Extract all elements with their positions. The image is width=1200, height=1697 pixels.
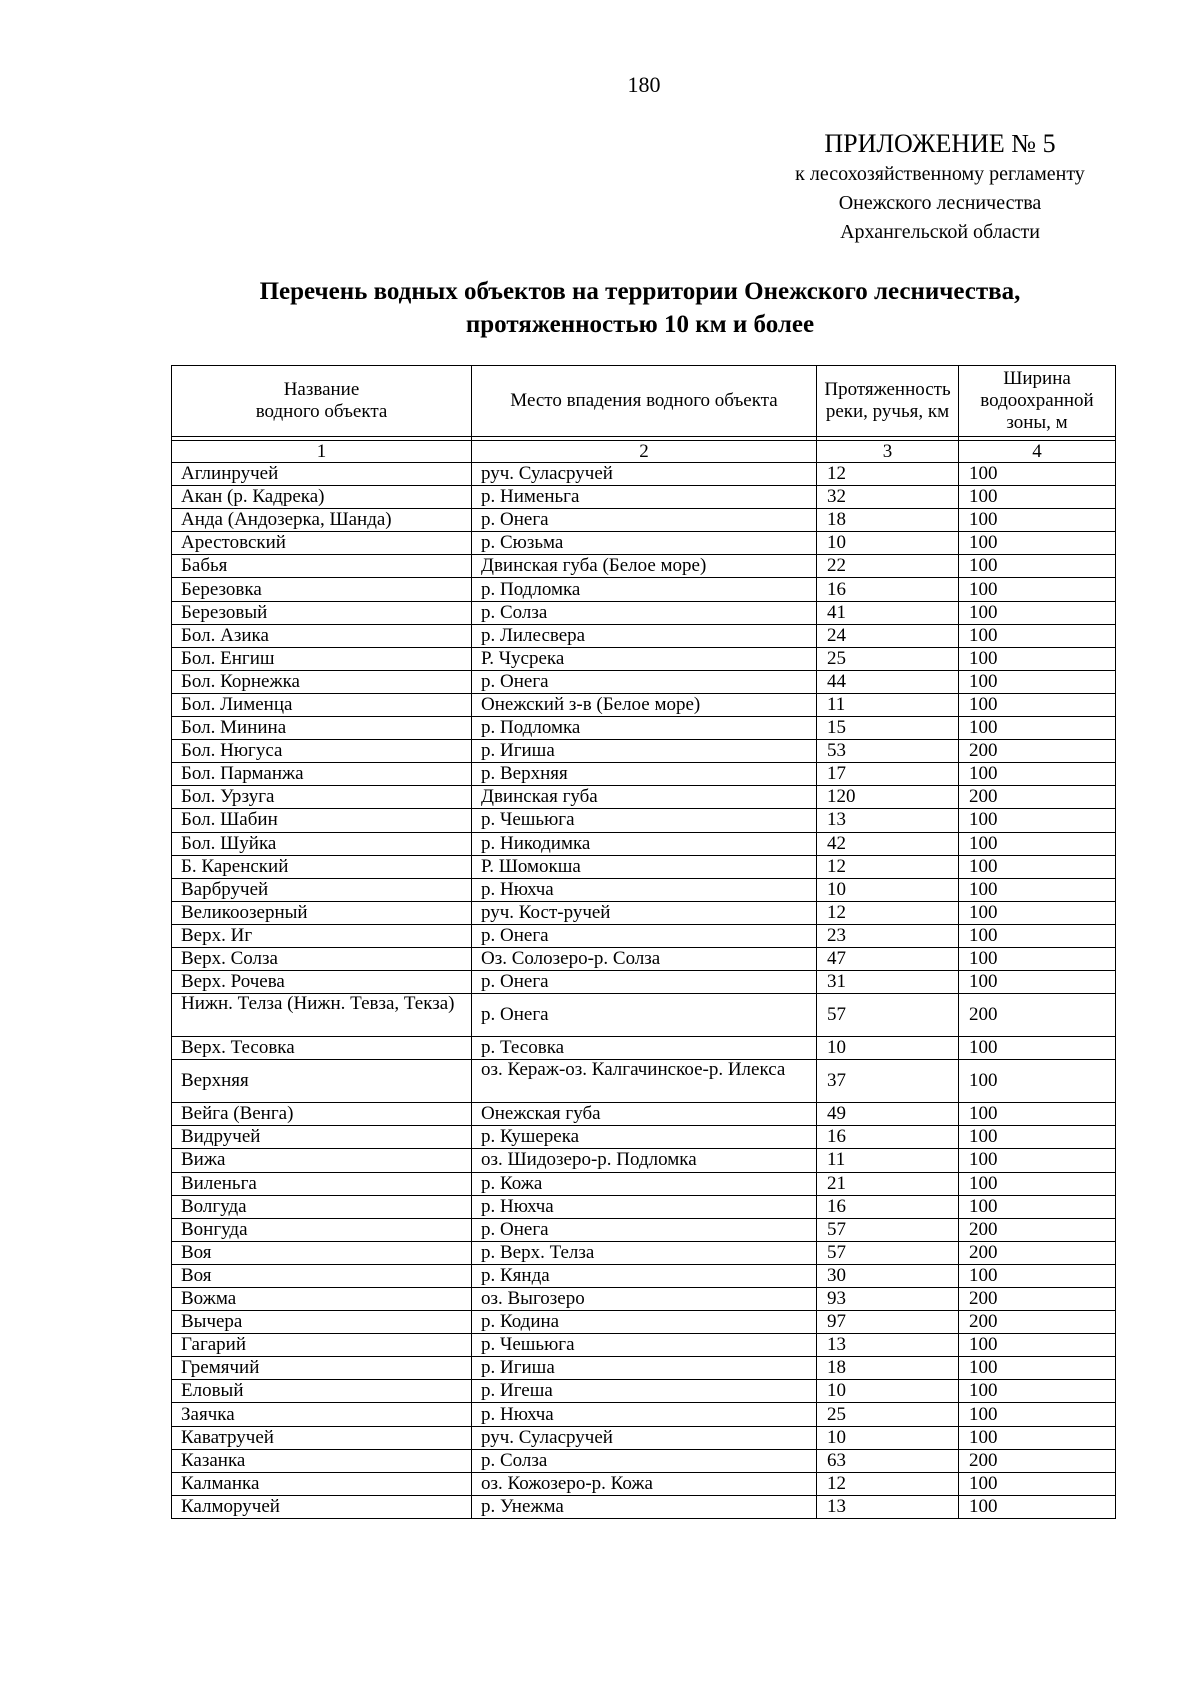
cell-name: Воя <box>172 1241 472 1264</box>
table-row <box>172 878 1116 901</box>
cell-name: Арестовский <box>172 532 472 555</box>
cell-length: 10 <box>817 532 959 555</box>
document-title <box>170 275 1110 341</box>
cell-width: 200 <box>959 1218 1116 1241</box>
cell-width: 100 <box>959 924 1116 947</box>
cell-name: Бол. Парманжа <box>172 763 472 786</box>
table-row <box>172 717 1116 740</box>
cell-width: 100 <box>959 1380 1116 1403</box>
cell-length: 12 <box>817 855 959 878</box>
column-number: 1 <box>172 441 472 463</box>
cell-name: Бол. Урзуга <box>172 786 472 809</box>
cell-mouth: р. Тесовка <box>472 1037 817 1060</box>
cell-name: Бол. Шуйка <box>172 832 472 855</box>
table-row <box>172 1060 1116 1103</box>
cell-width: 200 <box>959 994 1116 1037</box>
cell-mouth: р. Чешьюга <box>472 809 817 832</box>
cell-mouth: р. Игеша <box>472 1380 817 1403</box>
cell-mouth: р. Онега <box>472 971 817 994</box>
header-mouth <box>472 366 817 437</box>
cell-name: Вычера <box>172 1311 472 1334</box>
header-length <box>817 366 959 437</box>
cell-mouth: Онежский з-в (Белое море) <box>472 693 817 716</box>
cell-width: 100 <box>959 1060 1116 1103</box>
cell-name: Еловый <box>172 1380 472 1403</box>
cell-name: Акан (р. Кадрека) <box>172 486 472 509</box>
cell-length: 12 <box>817 463 959 486</box>
appendix-line-2: Онежского лесничества <box>838 192 1042 214</box>
table-row <box>172 486 1116 509</box>
table-row <box>172 786 1116 809</box>
table-row <box>172 1195 1116 1218</box>
cell-length: 57 <box>817 1241 959 1264</box>
cell-width: 100 <box>959 601 1116 624</box>
cell-name: Каватручей <box>172 1426 472 1449</box>
cell-mouth: р. Сюзьма <box>472 532 817 555</box>
cell-mouth: р. Солза <box>472 601 817 624</box>
cell-length: 12 <box>817 901 959 924</box>
cell-width: 100 <box>959 1149 1116 1172</box>
header-width-line-2: водоохранной <box>980 390 1094 411</box>
cell-name: Бол. Шабин <box>172 809 472 832</box>
cell-length: 18 <box>817 1357 959 1380</box>
cell-length: 18 <box>817 509 959 532</box>
cell-name: Верх. Солза <box>172 947 472 970</box>
cell-width: 100 <box>959 717 1116 740</box>
cell-length: 10 <box>817 1380 959 1403</box>
cell-length: 42 <box>817 832 959 855</box>
cell-width: 100 <box>959 1172 1116 1195</box>
cell-name: Бол. Азика <box>172 624 472 647</box>
cell-length: 120 <box>817 786 959 809</box>
cell-mouth: р. Верхняя <box>472 763 817 786</box>
table-row <box>172 994 1116 1037</box>
appendix-block <box>740 128 1140 247</box>
cell-mouth: р. Кожа <box>472 1172 817 1195</box>
cell-mouth: р. Онега <box>472 994 817 1037</box>
table-row <box>172 601 1116 624</box>
table-row <box>172 463 1116 486</box>
header-name-line-1: Название <box>283 379 360 400</box>
cell-length: 32 <box>817 486 959 509</box>
cell-name: Бол. Нюгуса <box>172 740 472 763</box>
table-row <box>172 1037 1116 1060</box>
table-row <box>172 901 1116 924</box>
table-row <box>172 1357 1116 1380</box>
cell-length: 49 <box>817 1103 959 1126</box>
appendix-title: ПРИЛОЖЕНИЕ № 5 <box>824 129 1056 158</box>
cell-name: Березовый <box>172 601 472 624</box>
table-row <box>172 693 1116 716</box>
cell-width: 100 <box>959 1103 1116 1126</box>
cell-width: 100 <box>959 1472 1116 1495</box>
cell-length: 57 <box>817 994 959 1037</box>
cell-width: 100 <box>959 1403 1116 1426</box>
document-title-line-1: Перечень водных объектов на территории Онежского лесничества, <box>259 278 1021 305</box>
cell-mouth: оз. Кожозеро-р. Кожа <box>472 1472 817 1495</box>
cell-mouth: оз. Кераж-оз. Калгачинское-р. Илекса <box>472 1060 817 1103</box>
cell-mouth: руч. Кост-ручей <box>472 901 817 924</box>
table-row <box>172 809 1116 832</box>
header-width-line-3: зоны, м <box>1006 412 1068 433</box>
cell-mouth: руч. Суласручей <box>472 1426 817 1449</box>
cell-name: Заячка <box>172 1403 472 1426</box>
appendix-line-3: Архангельской области <box>840 221 1040 243</box>
table-row <box>172 1311 1116 1334</box>
cell-name: Бабья <box>172 555 472 578</box>
document-title-line-2: протяженностью 10 км и более <box>465 311 815 338</box>
header-name-line-2: водного объекта <box>255 401 388 422</box>
cell-width: 200 <box>959 1288 1116 1311</box>
column-number: 4 <box>959 441 1116 463</box>
page-number: 180 <box>627 72 661 97</box>
cell-mouth: р. Солза <box>472 1449 817 1472</box>
cell-mouth: р. Нюхча <box>472 878 817 901</box>
cell-length: 53 <box>817 740 959 763</box>
table-row <box>172 532 1116 555</box>
cell-length: 13 <box>817 809 959 832</box>
cell-length: 12 <box>817 1472 959 1495</box>
table-header-row <box>172 366 1116 437</box>
cell-mouth: р. Унежма <box>472 1495 817 1518</box>
cell-mouth: Оз. Солозеро-р. Солза <box>472 947 817 970</box>
cell-mouth: р. Игиша <box>472 1357 817 1380</box>
cell-name: Гагарий <box>172 1334 472 1357</box>
table-row <box>172 1218 1116 1241</box>
table-row <box>172 855 1116 878</box>
cell-name: Вонгуда <box>172 1218 472 1241</box>
cell-name: Воя <box>172 1264 472 1287</box>
cell-name: Верхняя <box>172 1060 472 1103</box>
cell-name: Бол. Минина <box>172 717 472 740</box>
table-row <box>172 1380 1116 1403</box>
table-row <box>172 971 1116 994</box>
cell-width: 100 <box>959 532 1116 555</box>
appendix-line-1: к лесохозяйственному регламенту <box>795 163 1085 185</box>
cell-name: Волгуда <box>172 1195 472 1218</box>
cell-width: 100 <box>959 947 1116 970</box>
cell-mouth: р. Подломка <box>472 717 817 740</box>
cell-mouth: р. Онега <box>472 670 817 693</box>
cell-length: 10 <box>817 1426 959 1449</box>
column-number-row <box>172 441 1116 463</box>
table-row <box>172 509 1116 532</box>
table-row <box>172 1334 1116 1357</box>
cell-width: 100 <box>959 809 1116 832</box>
header-width-line-1: Ширина <box>1003 368 1071 389</box>
cell-mouth: р. Нюхча <box>472 1403 817 1426</box>
cell-name: Бол. Енгиш <box>172 647 472 670</box>
cell-name: Калморучей <box>172 1495 472 1518</box>
cell-width: 100 <box>959 1426 1116 1449</box>
cell-width: 100 <box>959 1037 1116 1060</box>
cell-name: Б. Каренский <box>172 855 472 878</box>
cell-width: 100 <box>959 1357 1116 1380</box>
cell-mouth: р. Онега <box>472 509 817 532</box>
cell-name: Бол. Лименца <box>172 693 472 716</box>
cell-width: 100 <box>959 1264 1116 1287</box>
cell-width: 100 <box>959 855 1116 878</box>
cell-length: 44 <box>817 670 959 693</box>
cell-mouth: р. Подломка <box>472 578 817 601</box>
cell-width: 100 <box>959 463 1116 486</box>
cell-mouth: р. Онега <box>472 1218 817 1241</box>
cell-length: 11 <box>817 693 959 716</box>
cell-mouth: Двинская губа <box>472 786 817 809</box>
cell-width: 100 <box>959 670 1116 693</box>
cell-width: 200 <box>959 786 1116 809</box>
cell-length: 37 <box>817 1060 959 1103</box>
column-number: 2 <box>472 441 817 463</box>
cell-width: 100 <box>959 509 1116 532</box>
table-row <box>172 1449 1116 1472</box>
cell-length: 22 <box>817 555 959 578</box>
cell-width: 100 <box>959 647 1116 670</box>
cell-mouth: р. Кушерека <box>472 1126 817 1149</box>
table-row <box>172 1426 1116 1449</box>
cell-width: 100 <box>959 763 1116 786</box>
column-number: 3 <box>817 441 959 463</box>
cell-length: 31 <box>817 971 959 994</box>
cell-width: 100 <box>959 486 1116 509</box>
cell-name: Вижа <box>172 1149 472 1172</box>
cell-name: Варбручей <box>172 878 472 901</box>
cell-length: 11 <box>817 1149 959 1172</box>
table-row <box>172 1495 1116 1518</box>
cell-name: Гремячий <box>172 1357 472 1380</box>
cell-width: 100 <box>959 1126 1116 1149</box>
cell-mouth: р. Кянда <box>472 1264 817 1287</box>
header-length-line-1: Протяженность <box>824 379 951 400</box>
water-objects-table <box>171 365 1116 1519</box>
cell-length: 24 <box>817 624 959 647</box>
cell-length: 15 <box>817 717 959 740</box>
table-row <box>172 1288 1116 1311</box>
cell-width: 100 <box>959 624 1116 647</box>
cell-name: Бол. Корнежка <box>172 670 472 693</box>
cell-name: Аглинручей <box>172 463 472 486</box>
cell-mouth: р. Нюхча <box>472 1195 817 1218</box>
table-row <box>172 1172 1116 1195</box>
header-width <box>959 366 1116 437</box>
cell-width: 200 <box>959 740 1116 763</box>
cell-length: 16 <box>817 1195 959 1218</box>
cell-name: Великоозерный <box>172 901 472 924</box>
cell-mouth: Двинская губа (Белое море) <box>472 555 817 578</box>
cell-mouth: руч. Суласручей <box>472 463 817 486</box>
cell-length: 41 <box>817 601 959 624</box>
cell-width: 100 <box>959 878 1116 901</box>
cell-width: 100 <box>959 1495 1116 1518</box>
cell-name: Казанка <box>172 1449 472 1472</box>
cell-length: 10 <box>817 1037 959 1060</box>
cell-name: Верх. Тесовка <box>172 1037 472 1060</box>
cell-length: 47 <box>817 947 959 970</box>
cell-width: 200 <box>959 1241 1116 1264</box>
cell-mouth: р. Чешьюга <box>472 1334 817 1357</box>
cell-name: Виленьга <box>172 1172 472 1195</box>
cell-length: 57 <box>817 1218 959 1241</box>
table-body <box>172 463 1116 1519</box>
table-row <box>172 924 1116 947</box>
cell-length: 17 <box>817 763 959 786</box>
header-name <box>172 366 472 437</box>
cell-length: 21 <box>817 1172 959 1195</box>
cell-length: 97 <box>817 1311 959 1334</box>
cell-length: 16 <box>817 578 959 601</box>
cell-width: 200 <box>959 1311 1116 1334</box>
cell-mouth: р. Лилесвера <box>472 624 817 647</box>
cell-length: 23 <box>817 924 959 947</box>
cell-mouth: р. Кодина <box>472 1311 817 1334</box>
table-row <box>172 624 1116 647</box>
cell-mouth: р. Игиша <box>472 740 817 763</box>
cell-length: 25 <box>817 647 959 670</box>
cell-mouth: Р. Чусрека <box>472 647 817 670</box>
table-row <box>172 1264 1116 1287</box>
cell-width: 200 <box>959 1449 1116 1472</box>
table-row <box>172 947 1116 970</box>
cell-mouth: Р. Шомокша <box>472 855 817 878</box>
cell-width: 100 <box>959 1195 1116 1218</box>
header-length-line-2: реки, ручья, км <box>825 401 950 422</box>
cell-width: 100 <box>959 555 1116 578</box>
cell-name: Верх. Иг <box>172 924 472 947</box>
cell-length: 25 <box>817 1403 959 1426</box>
cell-name: Вейга (Венга) <box>172 1103 472 1126</box>
table-row <box>172 1103 1116 1126</box>
table-row <box>172 1149 1116 1172</box>
cell-name: Анда (Андозерка, Шанда) <box>172 509 472 532</box>
cell-width: 100 <box>959 1334 1116 1357</box>
cell-name: Верх. Рочева <box>172 971 472 994</box>
cell-mouth: оз. Выгозеро <box>472 1288 817 1311</box>
cell-name: Калманка <box>172 1472 472 1495</box>
table-row <box>172 670 1116 693</box>
cell-width: 100 <box>959 578 1116 601</box>
table-row <box>172 1241 1116 1264</box>
cell-length: 63 <box>817 1449 959 1472</box>
cell-mouth: р. Онега <box>472 924 817 947</box>
table-row <box>172 763 1116 786</box>
cell-length: 13 <box>817 1495 959 1518</box>
table-row <box>172 740 1116 763</box>
cell-length: 10 <box>817 878 959 901</box>
cell-width: 100 <box>959 971 1116 994</box>
table-row <box>172 1126 1116 1149</box>
table-row <box>172 647 1116 670</box>
table-row <box>172 555 1116 578</box>
cell-length: 30 <box>817 1264 959 1287</box>
cell-width: 100 <box>959 901 1116 924</box>
cell-name: Вожма <box>172 1288 472 1311</box>
cell-length: 16 <box>817 1126 959 1149</box>
table-row <box>172 578 1116 601</box>
cell-name: Нижн. Телза (Нижн. Тевза, Текза) <box>172 994 472 1037</box>
cell-name: Видручей <box>172 1126 472 1149</box>
cell-width: 100 <box>959 832 1116 855</box>
table-row <box>172 1472 1116 1495</box>
cell-mouth: оз. Шидозеро-р. Подломка <box>472 1149 817 1172</box>
cell-length: 13 <box>817 1334 959 1357</box>
header-mouth-label: Место впадения водного объекта <box>510 390 778 411</box>
cell-mouth: р. Нименьга <box>472 486 817 509</box>
table-row <box>172 1403 1116 1426</box>
cell-name: Березовка <box>172 578 472 601</box>
cell-mouth: р. Никодимка <box>472 832 817 855</box>
cell-mouth: р. Верх. Телза <box>472 1241 817 1264</box>
cell-mouth: Онежская губа <box>472 1103 817 1126</box>
cell-width: 100 <box>959 693 1116 716</box>
table-row <box>172 832 1116 855</box>
cell-length: 93 <box>817 1288 959 1311</box>
